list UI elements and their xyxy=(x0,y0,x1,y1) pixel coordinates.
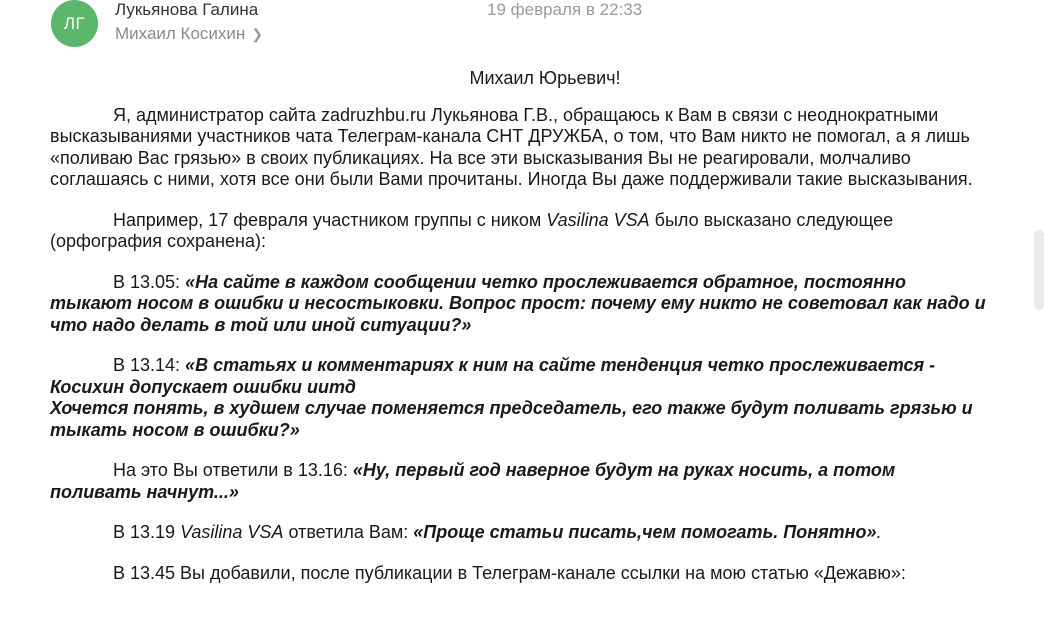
paragraph-2-text-b: было высказано следующее (орфография сохранена): xyxy=(50,209,894,251)
paragraph-3 xyxy=(50,272,990,337)
paragraph-2-text-a: Например, 17 февраля участником группы с ником xyxy=(113,209,547,230)
message-date: 19 февраля в 22:33 xyxy=(487,0,643,19)
quote-13-14-line-2: Хочется понять, в худшем случае поменяется председатель, его также будут поливать грязью и тыкать носом в ошибки?» xyxy=(50,398,973,440)
nickname: Vasilina VSA xyxy=(546,209,650,230)
paragraph-4 xyxy=(50,355,990,441)
quote-13-16: «Ну, первый год наверное будут на руках носить, а потом поливать начнут...» xyxy=(50,460,896,502)
paragraph-6-end: . xyxy=(876,522,882,542)
timestamp-13-14: В 13.14: xyxy=(113,355,186,375)
paragraph-6 xyxy=(50,522,990,544)
timestamp-13-05: В 13.05: xyxy=(113,271,186,292)
sender-name: Лукьянова Галина xyxy=(115,0,259,19)
scrollbar[interactable] xyxy=(1034,230,1044,310)
paragraph-1: Я, администратор сайта zadruzhbu.ru Лукьянова Г.В., обращаюсь к Вам в связи с неоднократными высказываниями участников чата Телеграм-канала СНТ ДРУЖБА, о том, что Вам никто не помогал, а я лишь «поливаю Вас грязью» в своих публикациях. На все эти высказывания Вы не реагировали, молчаливо соглашаясь с ними, хотя все они были Вами прочитаны. Иногда Вы даже поддерживали такие высказывания. xyxy=(50,104,973,189)
recipient-name: Михаил Косихин xyxy=(115,24,246,43)
paragraph-2 xyxy=(50,210,990,253)
greeting: Михаил Юрьевич! xyxy=(469,68,621,88)
nickname: Vasilina VSA xyxy=(180,522,284,542)
chevron-right-icon: ❯ xyxy=(251,25,264,42)
avatar[interactable]: ЛГ xyxy=(51,0,98,47)
paragraph-6-text-b: ответила Вам: xyxy=(283,522,414,542)
quote-13-05: «На сайте в каждом сообщении четко прослеживается обратное, постоянно тыкают носом в ошибки и несостыковки. Вопрос прост: почему ему никто не советовал как надо и что надо делать в той или иной ситуации?» xyxy=(50,271,986,335)
paragraph-6-text-a: В 13.19 xyxy=(113,522,181,542)
message-body xyxy=(50,58,990,603)
quote-13-14-line-1: «В статьях и комментариях к ним на сайте тенденция четко прослеживается - Косихин допускает ошибки иитд xyxy=(50,355,936,397)
paragraph-7: В 13.45 Вы добавили, после публикации в Телеграм-канале ссылки на мою статью «Дежавю»: xyxy=(113,562,906,583)
recipient-link[interactable] xyxy=(115,24,263,44)
quote-13-19: «Проще статьи писать,чем помогать. Понятно» xyxy=(413,522,877,542)
paragraph-5 xyxy=(50,460,990,503)
paragraph-5-text: На это Вы ответили в 13.16: xyxy=(113,460,353,480)
